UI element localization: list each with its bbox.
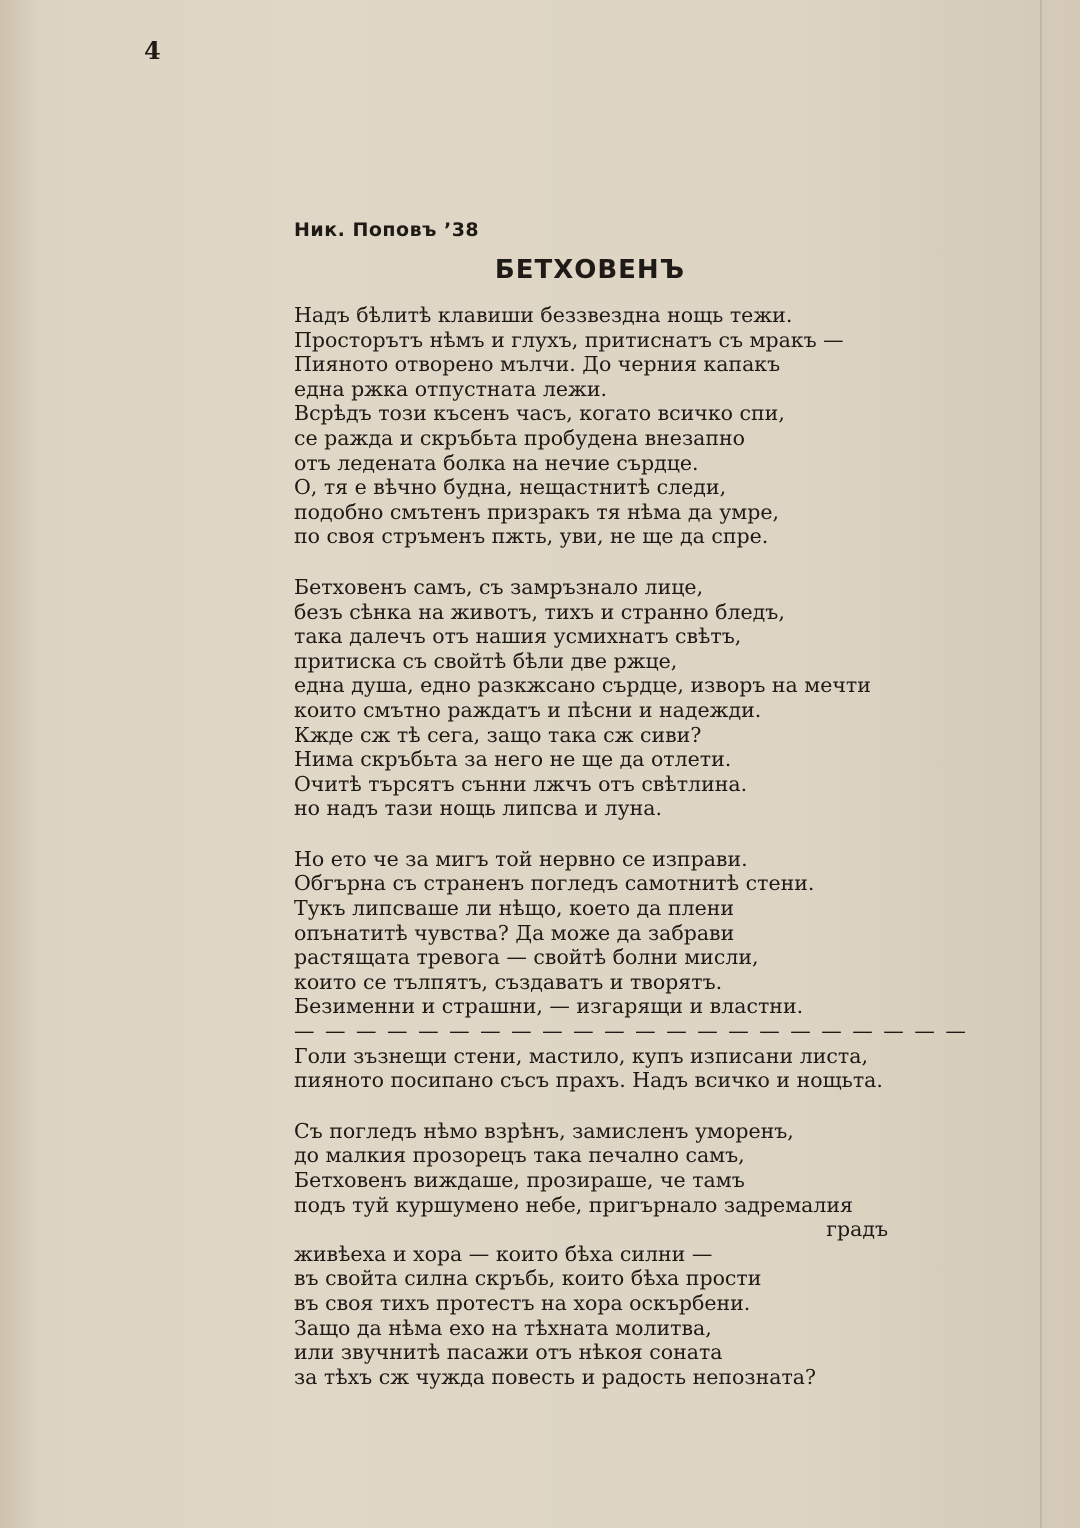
poem-line: опънатитѣ чувства? Да може да забрави [294,920,735,945]
poem-line: живѣеха и хора — които бѣха силни — [294,1241,713,1266]
poem-line: Тукъ липсваше ли нѣщо, което да плени [294,896,735,921]
poem-line: Съ погледъ нѣмо взрѣнъ, замисленъ уморенъ, [294,1118,794,1143]
poem-line: които се тълпятъ, създаватъ и творятъ. [294,969,723,994]
poem-line: Бетховенъ виждаше, прозираше, че тамъ [294,1168,745,1192]
poem-line: Голи зъзнещи стени, мастило, купъ изписани листа, [294,1043,868,1068]
poem-line: въ своя тихъ протестъ на хора оскърбени. [294,1290,751,1315]
poem-line: които смътно раждатъ и пѣсни и надежди. [294,697,762,722]
poem-line: до малкия прозорецъ така печално самъ, [294,1143,745,1168]
poem-line: по своя стръменъ пжть, уви, не ще да спре. [294,524,769,549]
poem-body [294,303,968,1415]
poem-line: Бетховенъ самъ, съ замръзнало лице, [294,574,704,599]
poem-line: пияното посипано съсъ прахъ. Надъ всичко и нощьта. [294,1068,883,1093]
poem-line: Нима скръбьта за него не ще да отлети. [294,747,732,772]
poem-line: една душа, едно разкжсано сърдце, изворъ на мечти [294,673,871,698]
poem-line: растящата тревога — свойтѣ болни мисли, [294,945,759,970]
poem-line: Просторътъ нѣмъ и глухъ, притиснатъ съ мракъ — [294,327,844,352]
poem-line: Защо да нѣма ехо на тѣхната молитва, [294,1315,712,1340]
poem-line: или звучнитѣ пасажи отъ нѣкоя соната [294,1340,723,1365]
poem-line: Обгърна съ страненъ погледъ самотнитѣ стени. [294,871,815,896]
poem-line: за тѣхъ сж чужда повесть и радость непозната? [294,1364,817,1389]
poem-line: така далечъ отъ нашия усмихнатъ свѣтъ, [294,624,742,649]
poem-line: Надъ бѣлитѣ клавиши беззвездна нощь тежи. [294,303,793,327]
poem-line: Кжде сж тѣ сега, защо така сж сиви? [294,722,702,747]
poem-line: отъ ледената болка на нечие сърдце. [294,450,699,475]
stanza [294,1119,894,1390]
poem-line: О, тя е вѣчно будна, нещастнитѣ следи, [294,475,727,500]
poem-title: БЕТХОВЕНЪ [494,255,686,285]
poem-line: въ свойта силна скръбь, които бѣха прости [294,1266,762,1291]
poem-line: подъ туй куршумено небе, пригърнало задремалия [294,1192,853,1217]
poem-line: Очитѣ търсятъ сънни лжчъ отъ свѣтлина. [294,771,748,796]
stanza [294,846,968,1093]
poem-line: но надъ тази нощь липсва и луна. [294,796,663,821]
dash-divider: — — — — — — — — — — — — — — — — — — — — — — [294,1019,968,1044]
poem-line: Безименни и страшни, — изгарящи и властни. [294,994,804,1019]
page-number: 4 [144,36,161,65]
stanza [294,303,894,549]
poem-line: една ржка отпустната лежи. [294,376,608,401]
poem-line: безъ сѣнка на животъ, тихъ и странно бледъ, [294,599,785,624]
poem-line: Всрѣдъ този късенъ часъ, когато всичко спи, [294,401,785,426]
poem-line: подобно смътенъ призракъ тя нѣма да умре, [294,499,779,524]
poem-line: Но ето че за мигъ той нервно се изправи. [294,846,748,871]
page-fold [1040,0,1042,1528]
stanza [294,575,894,821]
poem-line: Пияното отворено мълчи. До черния капакъ [294,352,781,377]
author-name: Ник. Поповъ ’38 [294,219,480,241]
poem-line: притиска съ свойтѣ бѣли две ржце, [294,648,678,673]
poem-line: се ражда и скръбьта пробудена внезапно [294,425,746,450]
poem-line-continuation: градъ [826,1217,888,1242]
